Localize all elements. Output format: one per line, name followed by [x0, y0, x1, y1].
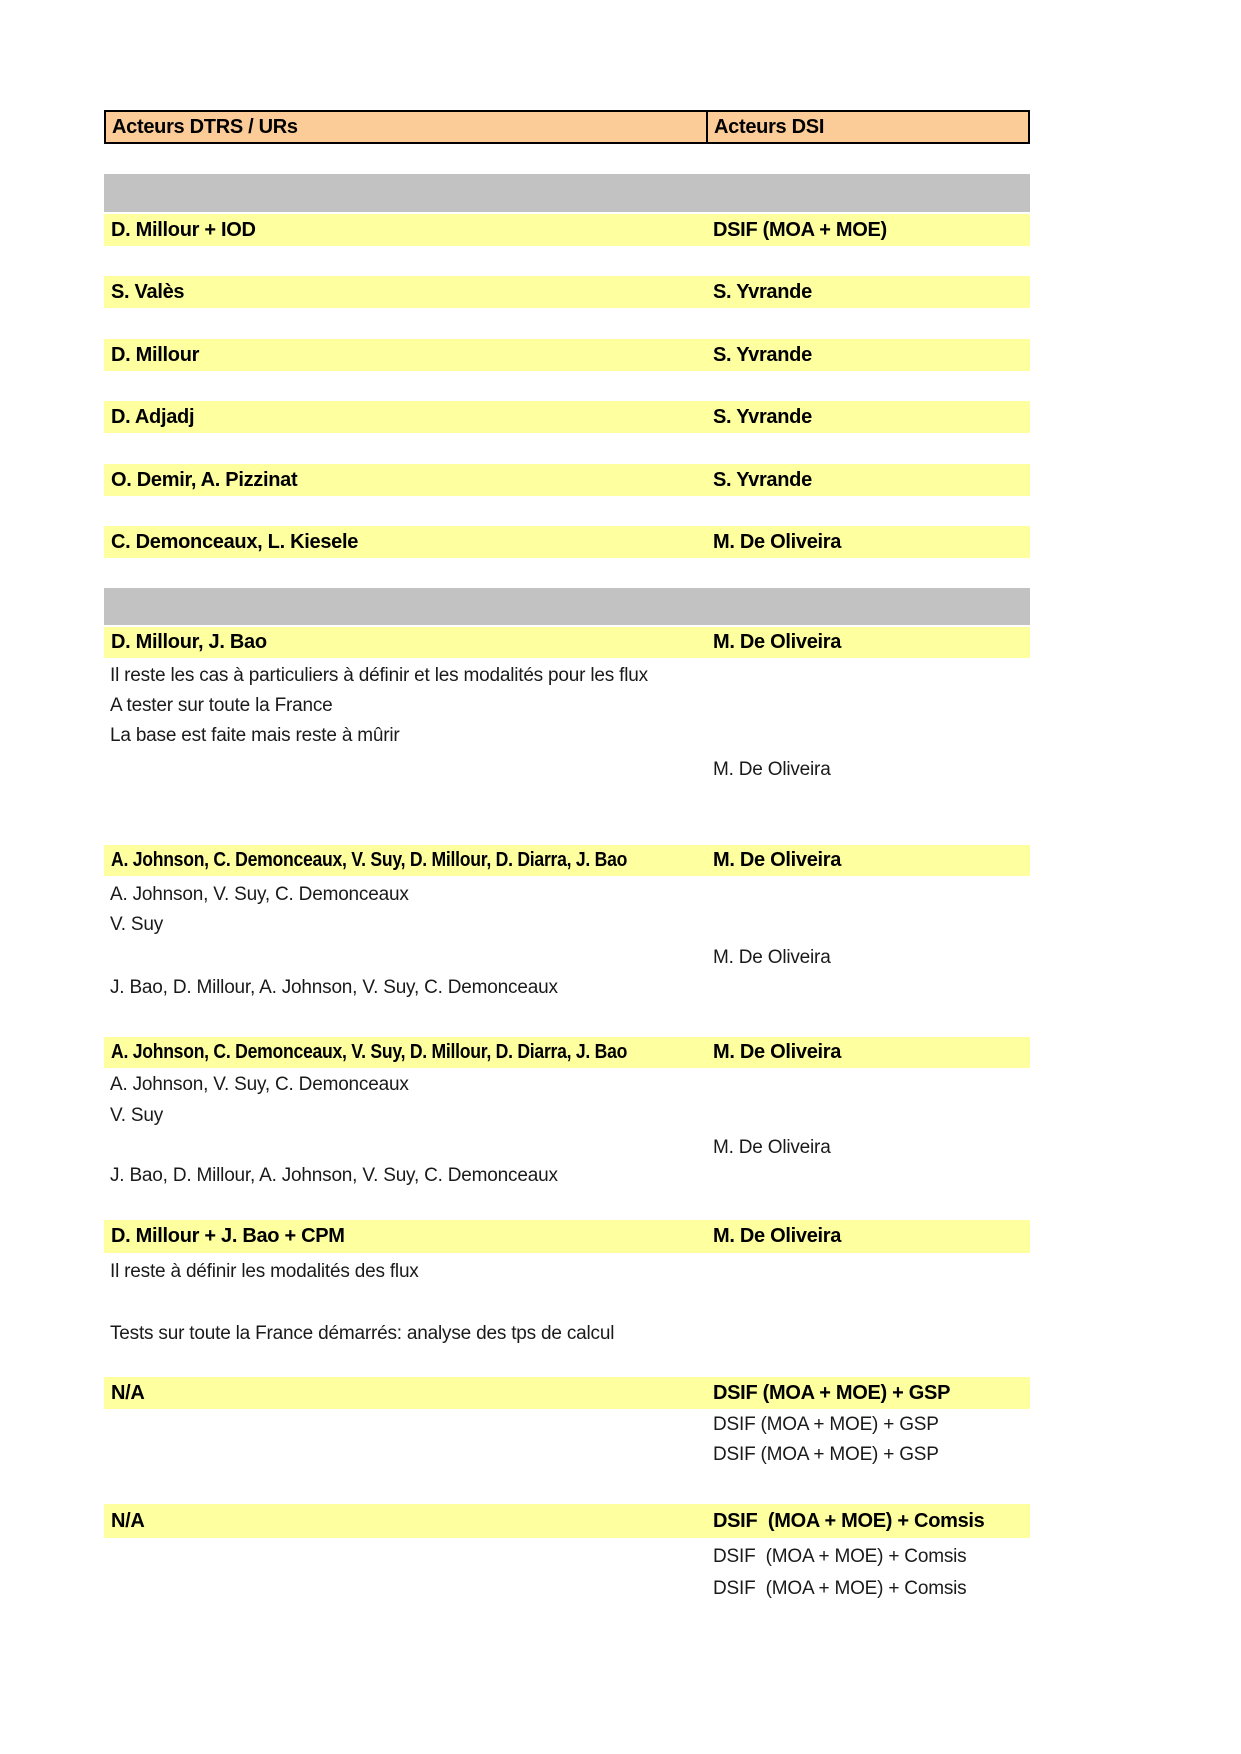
note-line: La base est faite mais reste à mûrir: [110, 725, 400, 746]
actor-row: [104, 1377, 1030, 1409]
actor-row-left: D. Millour: [111, 343, 200, 366]
actor-row: [104, 1220, 1030, 1253]
actor-row-left: D. Millour + IOD: [111, 218, 256, 241]
gray-spacer-bar: [104, 588, 1030, 625]
actor-row-right: M. De Oliveira: [713, 631, 842, 653]
note-line: Il reste les cas à particuliers à définir et les modalités pour les flux: [110, 665, 648, 686]
note-line-right: M. De Oliveira: [713, 1137, 831, 1158]
actor-row-left: D. Adjadj: [111, 405, 195, 428]
actor-row: [104, 276, 1030, 308]
actor-row-left: A. Johnson, C. Demonceaux, V. Suy, D. Millour, D. Diarra, J. Bao: [111, 849, 628, 871]
actor-row-left: O. Demir, A. Pizzinat: [111, 468, 298, 491]
note-line: J. Bao, D. Millour, A. Johnson, V. Suy, C. Demonceaux: [110, 1165, 558, 1186]
gray-spacer-bar: [104, 174, 1030, 212]
actor-row-right: M. De Oliveira: [713, 849, 842, 871]
actor-row-left: S. Valès: [111, 280, 185, 303]
note-line: Il reste à définir les modalités des flux: [110, 1261, 419, 1282]
actor-row: [104, 1504, 1030, 1538]
note-line-right: DSIF (MOA + MOE) + Comsis: [713, 1578, 967, 1599]
actor-row-right: DSIF (MOA + MOE): [713, 218, 887, 241]
note-line-right: M. De Oliveira: [713, 759, 831, 780]
actor-row-right: M. De Oliveira: [713, 1225, 842, 1247]
actor-row-left: C. Demonceaux, L. Kiesele: [111, 530, 359, 553]
note-line-right: DSIF (MOA + MOE) + Comsis: [713, 1546, 967, 1567]
actor-row-right: S. Yvrande: [713, 468, 812, 491]
actor-row-right: S. Yvrande: [713, 280, 812, 303]
actor-row-left: N/A: [111, 1509, 145, 1532]
actor-row: [104, 526, 1030, 558]
actor-row-right: M. De Oliveira: [713, 530, 842, 553]
actor-row-left: A. Johnson, C. Demonceaux, V. Suy, D. Millour, D. Diarra, J. Bao: [111, 1041, 628, 1063]
note-line-right: DSIF (MOA + MOE) + GSP: [713, 1444, 939, 1465]
note-line: V. Suy: [110, 914, 164, 935]
header-cell-acteurs-dtrs: Acteurs DTRS / URs: [106, 112, 708, 142]
actor-row: [104, 464, 1030, 496]
note-line: A. Johnson, V. Suy, C. Demonceaux: [110, 884, 409, 905]
actor-row-left: D. Millour, J. Bao: [111, 631, 267, 653]
note-line-right: M. De Oliveira: [713, 947, 831, 968]
actor-row-right: S. Yvrande: [713, 405, 812, 428]
actor-row-right: M. De Oliveira: [713, 1041, 842, 1063]
actor-row: [104, 1037, 1030, 1068]
actor-row: [104, 627, 1030, 658]
actor-row-left: D. Millour + J. Bao + CPM: [111, 1225, 345, 1247]
note-line: A tester sur toute la France: [110, 695, 333, 716]
actor-row: [104, 845, 1030, 876]
actor-row-right: DSIF (MOA + MOE) + GSP: [713, 1381, 951, 1404]
actor-row: [104, 339, 1030, 371]
note-line: V. Suy: [110, 1105, 164, 1126]
actor-row-left: N/A: [111, 1381, 145, 1404]
note-line: Tests sur toute la France démarrés: analyse des tps de calcul: [110, 1323, 615, 1344]
actor-row: [104, 401, 1030, 433]
note-line: A. Johnson, V. Suy, C. Demonceaux: [110, 1074, 409, 1095]
header-cell-acteurs-dsi: Acteurs DSI: [714, 115, 825, 138]
actor-row-right: S. Yvrande: [713, 343, 812, 366]
actor-row: [104, 214, 1030, 246]
note-line-right: DSIF (MOA + MOE) + GSP: [713, 1414, 939, 1435]
table-header: [104, 110, 1030, 144]
actor-row-right: DSIF (MOA + MOE) + Comsis: [713, 1509, 985, 1532]
note-line: J. Bao, D. Millour, A. Johnson, V. Suy, C. Demonceaux: [110, 977, 558, 998]
